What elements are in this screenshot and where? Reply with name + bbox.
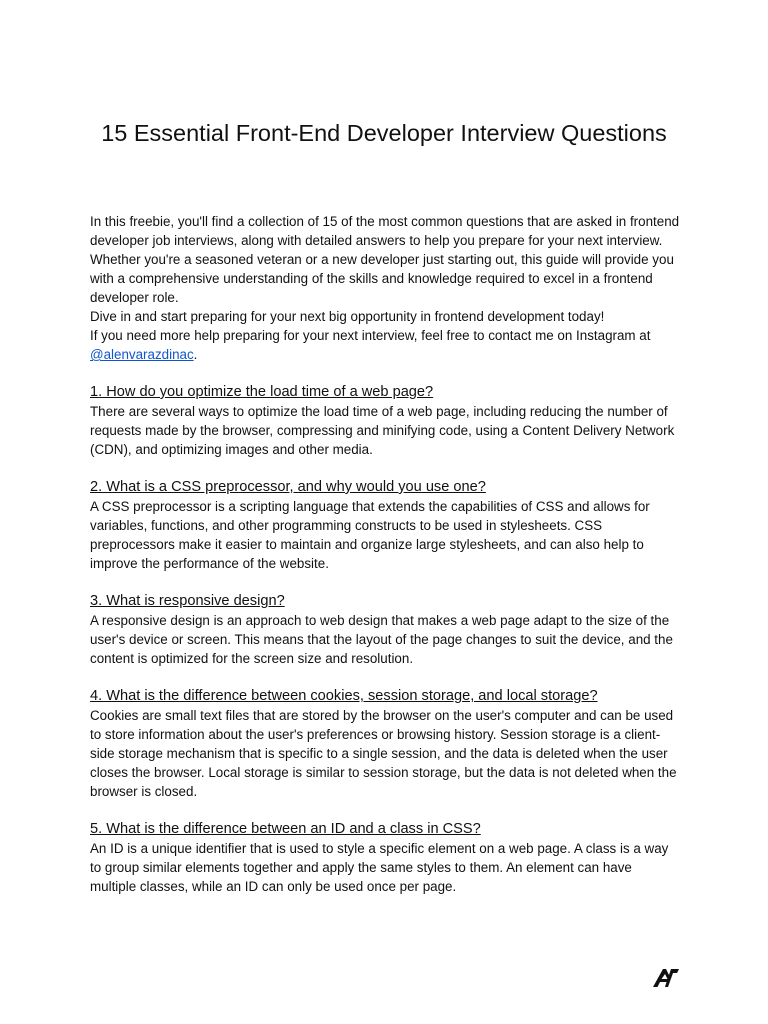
page-title: 15 Essential Front-End Developer Interview Questions: [101, 120, 667, 146]
question-answer: An ID is a unique identifier that is used to style a specific element on a web page. A class is a way to group similar elements together and apply the same styles to them. An element can have multiple classes, while an ID can only be used once per page.: [90, 841, 669, 894]
question-item: [90, 383, 680, 459]
question-title: 1. How do you optimize the load time of a web page?: [90, 384, 434, 400]
question-answer: There are several ways to optimize the load time of a web page, including reducing the number of requests made by the browser, compressing and minifying code, using a Content Delivery Network (CDN), and optimizing images and other media.: [90, 404, 675, 457]
question-title: 5. What is the difference between an ID and a class in CSS?: [90, 821, 481, 837]
intro-contact-text: If you need more help preparing for your next interview, feel free to contact me on Instagram at: [90, 328, 651, 343]
intro-contact-period: .: [193, 347, 198, 362]
question-answer: A responsive design is an approach to web design that makes a web page adapt to the size of the user's device or screen. This means that the layout of the page changes to suit the device, and the content is optimized for the screen size and resolution.: [90, 613, 673, 666]
intro-paragraph: In this freebie, you'll find a collection of 15 of the most common questions that are asked in frontend developer job interviews, along with detailed answers to help you prepare for your next interview. Whether you're a seasoned veteran or a new developer just starting out, this guide will provide you with a comprehensive understanding of the skills and knowledge required to excel in a frontend developer role.: [90, 214, 680, 305]
instagram-link[interactable]: @alenvarazdinac: [90, 347, 194, 362]
author-logo-icon: [652, 966, 680, 988]
document-body: [90, 212, 680, 896]
question-item: [90, 592, 680, 668]
intro-contact: [90, 326, 680, 364]
question-answer: A CSS preprocessor is a scripting language that extends the capabilities of CSS and allows for variables, functions, and other programming constructs to be used in stylesheets. CSS preprocessors make it easier to maintain and organize large stylesheets, and can also help to improve the performance of the website.: [90, 499, 650, 571]
question-answer: Cookies are small text files that are stored by the browser on the user's computer and can be used to store information about the user's preferences or browsing history. Session storage is a client-side storage mechanism that is specific to a single session, and the data is deleted when the user closes the browser. Local storage is similar to session storage, but the data is not deleted when the browser is closed.: [90, 708, 677, 799]
question-item: [90, 820, 680, 896]
question-item: [90, 478, 680, 573]
question-title: 2. What is a CSS preprocessor, and why would you use one?: [90, 479, 486, 495]
question-title: 3. What is responsive design?: [90, 593, 285, 609]
question-item: [90, 687, 680, 801]
question-title: 4. What is the difference between cookies, session storage, and local storage?: [90, 688, 598, 704]
intro-call-to-action: Dive in and start preparing for your next big opportunity in frontend development today!: [90, 309, 605, 324]
